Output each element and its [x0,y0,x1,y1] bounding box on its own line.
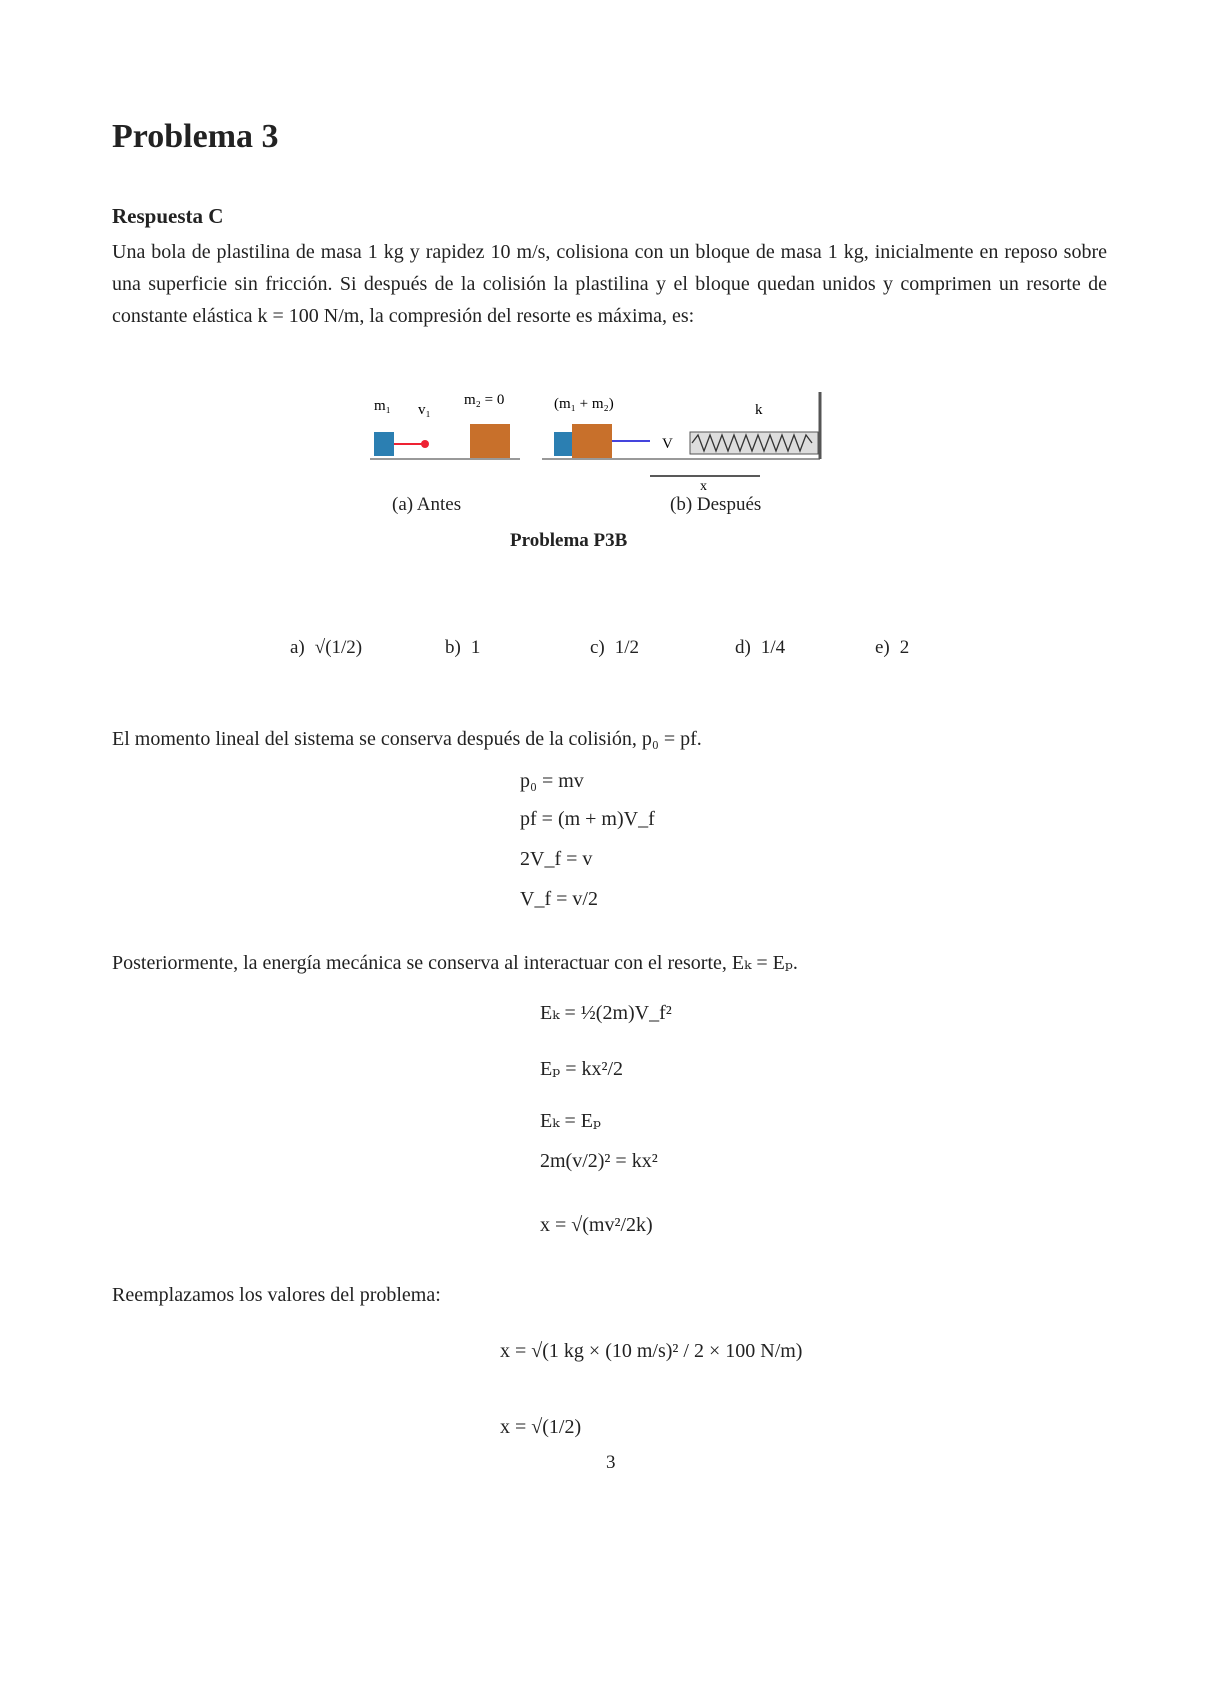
momentum-eq-3: 2V_f = v [520,848,593,870]
answer-options [290,620,950,680]
momentum-eq-1: p₀ = mv [520,770,584,792]
page-number: 3 [606,1452,616,1473]
option-letter: e) [875,637,890,658]
label-x: x [700,479,707,494]
energy-eq-1: Eₖ = ½(2m)V_f² [540,1002,672,1024]
page-heading: Problema 3 [112,118,279,155]
option-c [590,620,639,676]
label-m1: m₁ [374,398,391,414]
energy-eq-3: Eₖ = Eₚ [540,1110,602,1132]
option-value: 1/2 [614,637,640,658]
option-value: √(1/2) [314,637,363,658]
label-k: k [755,402,763,418]
energy-text: Posteriormente, la energía mecánica se conserva al interactuar con el resorte, Eₖ = Eₚ. [112,952,798,974]
collision-diagram [360,384,860,494]
putty-ball-b [554,432,572,456]
momentum-eq-4: V_f = v/2 [520,888,598,910]
energy-eq-5: x = √(mv²/2k) [540,1214,653,1236]
energy-eq-4: 2m(v/2)² = kx² [540,1150,658,1172]
energy-eq-2: Eₚ = kx²/2 [540,1058,624,1080]
block-a [470,424,510,458]
option-letter: a) [290,637,305,658]
option-value: 2 [899,637,910,658]
momentum-text: El momento lineal del sistema se conserva después de la colisión, p₀ = pf. [112,728,702,750]
label-m2: m₂ = 0 [464,392,505,408]
option-letter: b) [445,637,461,658]
caption-before: (a) Antes [392,494,462,515]
answer-title: Respuesta C [112,204,224,228]
option-d [735,620,785,676]
option-e [875,620,909,676]
label-vf: V [662,436,673,452]
problem-figure [360,384,860,554]
caption-after: (b) Después [670,494,762,515]
problem-statement: Una bola de plastilina de masa 1 kg y rapidez 10 m/s, colisiona con un bloque de masa 1 kg, inicialmente en reposo sobre una superficie sin fricción. Si después de la colisión la plastilina y el bloque quedan unidos y comprimen un resorte de constante elástica k = 100 N/m, la compresión del resorte es máxima, es: [112,241,1107,327]
momentum-eq-2: pf = (m + m)V_f [520,808,655,830]
option-letter: d) [735,637,751,658]
option-value: 1/4 [760,637,786,658]
label-v1: v₁ [418,402,431,418]
option-a [290,620,362,676]
putty-ball [374,432,394,456]
replace-text: Reemplazamos los valores del problema: [112,1284,441,1306]
option-value: 1 [470,637,481,658]
block-b [572,424,612,458]
label-combined: (m₁ + m₂) [554,396,614,412]
option-b [445,620,480,676]
final-eq-2: x = √(1/2) [500,1416,582,1438]
figure-title: Problema P3B [510,530,628,551]
final-eq-1: x = √(1 kg × (10 m/s)² / 2 × 100 N/m) [500,1340,803,1362]
option-letter: c) [590,637,605,658]
